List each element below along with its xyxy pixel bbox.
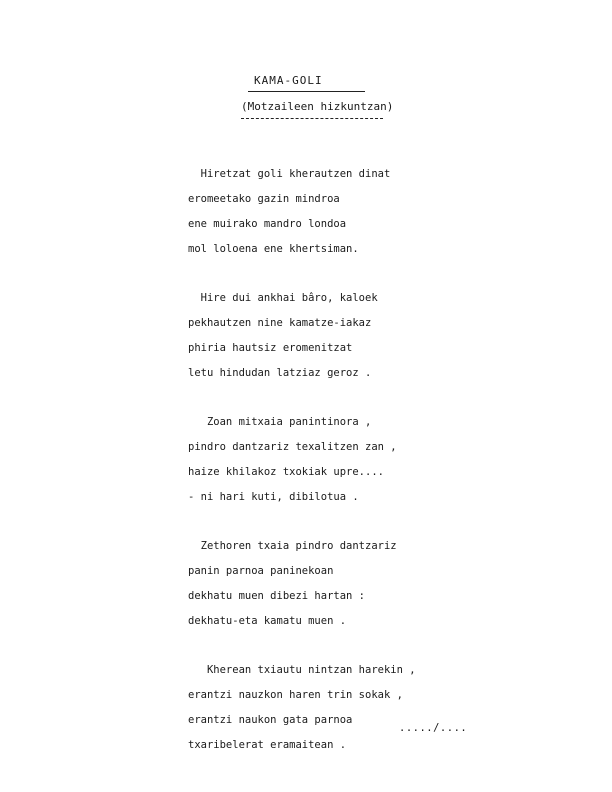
- stanza-3: [188, 410, 488, 510]
- poem-line: mol loloena ene khertsiman.: [188, 243, 359, 255]
- stanza-2: [188, 286, 488, 386]
- poem-subtitle: (Motzaileen hizkuntzan): [241, 100, 394, 113]
- stanza-1: [188, 162, 488, 262]
- poem-line: pekhautzen nine kamatze-iakaz: [188, 317, 372, 329]
- poem-line: dekhatu-eta kamatu muen .: [188, 615, 347, 627]
- poem-line: txaribelerat eramaitean .: [188, 739, 347, 751]
- poem-line: Kherean txiautu nintzan harekin ,: [188, 664, 416, 676]
- poem-line: Zethoren txaia pindro dantzariz: [188, 540, 397, 552]
- stanza-5: [188, 658, 488, 758]
- title-underline: [248, 91, 365, 92]
- subtitle-underline: [241, 118, 383, 119]
- poem-line: haize khilakoz txokiak upre....: [188, 466, 384, 478]
- poem-line: panin parnoa paninekoan: [188, 565, 334, 577]
- stanza-4: [188, 534, 488, 634]
- poem-line: eromeetako gazin mindroa: [188, 193, 340, 205]
- poem-body: [188, 162, 488, 782]
- poem-line: - ni hari kuti, dibilotua .: [188, 491, 359, 503]
- poem-line: erantzi naukon gata parnoa: [188, 714, 353, 726]
- poem-title: KAMA-GOLI: [254, 74, 323, 87]
- poem-line: Hiretzat goli kherautzen dinat: [188, 168, 391, 180]
- page-continuation-marker: ...../....: [399, 722, 468, 734]
- poem-line: phiria hautsiz eromenitzat: [188, 342, 353, 354]
- poem-line: ene muirako mandro londoa: [188, 218, 347, 230]
- poem-line: dekhatu muen dibezi hartan :: [188, 590, 366, 602]
- poem-line: letu hindudan latziaz geroz .: [188, 367, 372, 379]
- poem-line: erantzi nauzkon haren trin sokak ,: [188, 689, 403, 701]
- poem-line: pindro dantzariz texalitzen zan ,: [188, 441, 397, 453]
- poem-line: Zoan mitxaia panintinora ,: [188, 416, 372, 428]
- poem-line: Hire dui ankhai bâro, kaloek: [188, 292, 378, 304]
